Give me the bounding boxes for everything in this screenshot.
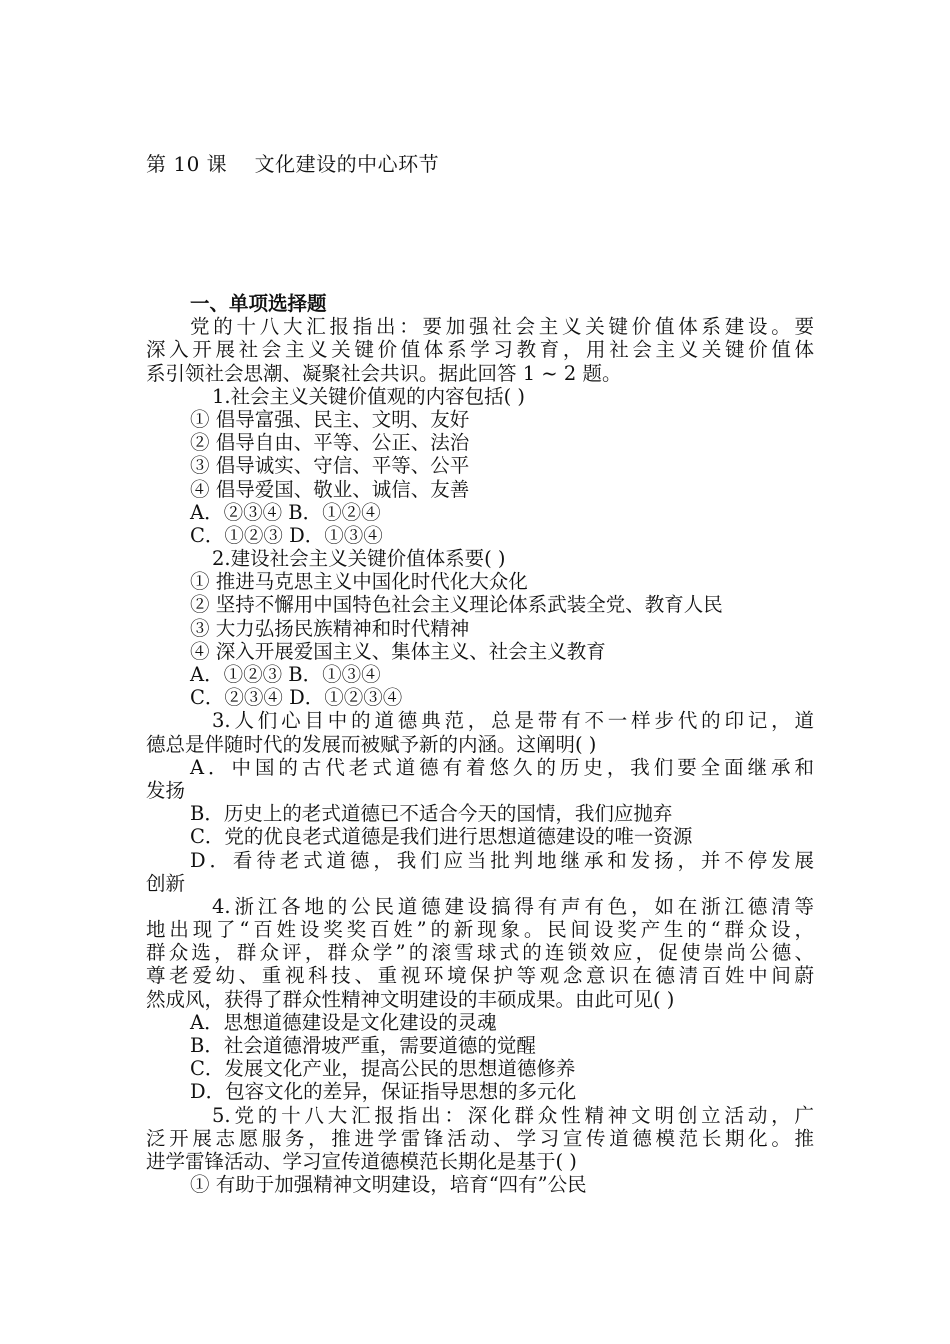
q2-item: ④ 深入开展爱国主义、集体主义、社会主义教育: [190, 639, 606, 663]
intro-line: 系引领社会思潮、凝聚社会共识。据此回答 1 ~ 2 题。: [146, 361, 622, 385]
q1-stem: 1.社会主义关键价值观的内容包括( ): [212, 384, 526, 408]
q5-stem: 进学雷锋活动、学习宣传道德模范长期化是基于( ): [146, 1149, 577, 1173]
q2-options: A．①②③ B．①③④: [190, 663, 381, 686]
q2-item: ③ 大力弘扬民族精神和时代精神: [190, 616, 470, 640]
q1-item: ③ 倡导诚实、守信、平等、公平: [190, 454, 470, 478]
q4-stem: 4.浙江各地的公民道德建设搞得有声有色，如在浙江德清等: [212, 894, 814, 918]
q3-option-d: 创新: [146, 871, 186, 895]
q4-option-a: A．思想道德建设是文化建设的灵魂: [190, 1010, 497, 1034]
q1-item: ④ 倡导爱国、敬业、诚信、友善: [190, 477, 470, 501]
q3-option-d: D．看待老式道德，我们应当批判地继承和发扬，并不停发展: [190, 848, 814, 872]
q4-option-b: B．社会道德滑坡严重，需要道德的觉醒: [190, 1034, 536, 1057]
q4-stem: 群众选，群众评，群众学”的滚雪球式的连锁效应，促使崇尚公德、: [146, 941, 814, 965]
intro-line: 深入开展社会主义关键价值体系学习教育，用社会主义关键价值体: [146, 338, 814, 362]
q2-item: ① 推进马克思主义中国化时代化大众化: [190, 570, 528, 594]
q1-options: A．②③④ B．①②④: [190, 500, 381, 524]
q5-stem: 5.党的十八大汇报指出：深化群众性精神文明创立活动，广: [212, 1103, 814, 1127]
section-heading: 一、单项选择题: [190, 292, 327, 315]
q5-item: ① 有助于加强精神文明建设，培育“四有”公民: [190, 1173, 587, 1197]
q1-item: ② 倡导自由、平等、公正、法治: [190, 431, 470, 455]
q4-stem: 然成风，获得了群众性精神文明建设的丰硕成果。由此可见( ): [146, 987, 675, 1011]
page-title: 第 10 课 文化建设的中心环节: [146, 152, 440, 176]
q2-options: C．②③④ D．①②③④: [190, 686, 403, 710]
q3-option-a: 发扬: [146, 778, 186, 802]
q5-stem: 泛开展志愿服务，推进学雷锋活动、学习宣传道德模范长期化。推: [146, 1126, 814, 1150]
q3-stem: 德总是伴随时代的发展而被赋予新的内涵。这阐明( ): [146, 732, 597, 756]
q1-options: C．①②③ D．①③④: [190, 523, 383, 547]
q4-stem: 尊老爱幼、重视科技、重视环境保护等观念意识在德清百姓中间蔚: [146, 964, 814, 988]
q2-item: ② 坚持不懈用中国特色社会主义理论体系武装全党、教育人民: [190, 593, 723, 617]
q1-item: ① 倡导富强、民主、文明、友好: [190, 407, 470, 431]
q4-stem: 地出现了“百姓设奖奖百姓”的新现象。民间设奖产生的“群众设，: [146, 918, 814, 942]
q3-stem: 3.人们心目中的道德典范，总是带有不一样步代的印记，道: [212, 709, 814, 733]
q2-stem: 2.建设社会主义关键价值体系要( ): [212, 547, 506, 571]
q4-option-c: C．发展文化产业，提高公民的思想道德修养: [190, 1057, 576, 1081]
q3-option-c: C．党的优良老式道德是我们进行思想道德建设的唯一资源: [190, 825, 693, 849]
q3-option-b: B．历史上的老式道德已不适合今天的国情，我们应抛弃: [190, 802, 673, 826]
q3-option-a: A．中国的古代老式道德有着悠久的历史，我们要全面继承和: [190, 755, 814, 779]
question-body: [146, 292, 814, 1196]
q4-option-d: D．包容文化的差异，保证指导思想的多元化: [190, 1080, 577, 1104]
intro-line: 党的十八大汇报指出：要加强社会主义关键价值体系建设。要: [190, 315, 814, 339]
